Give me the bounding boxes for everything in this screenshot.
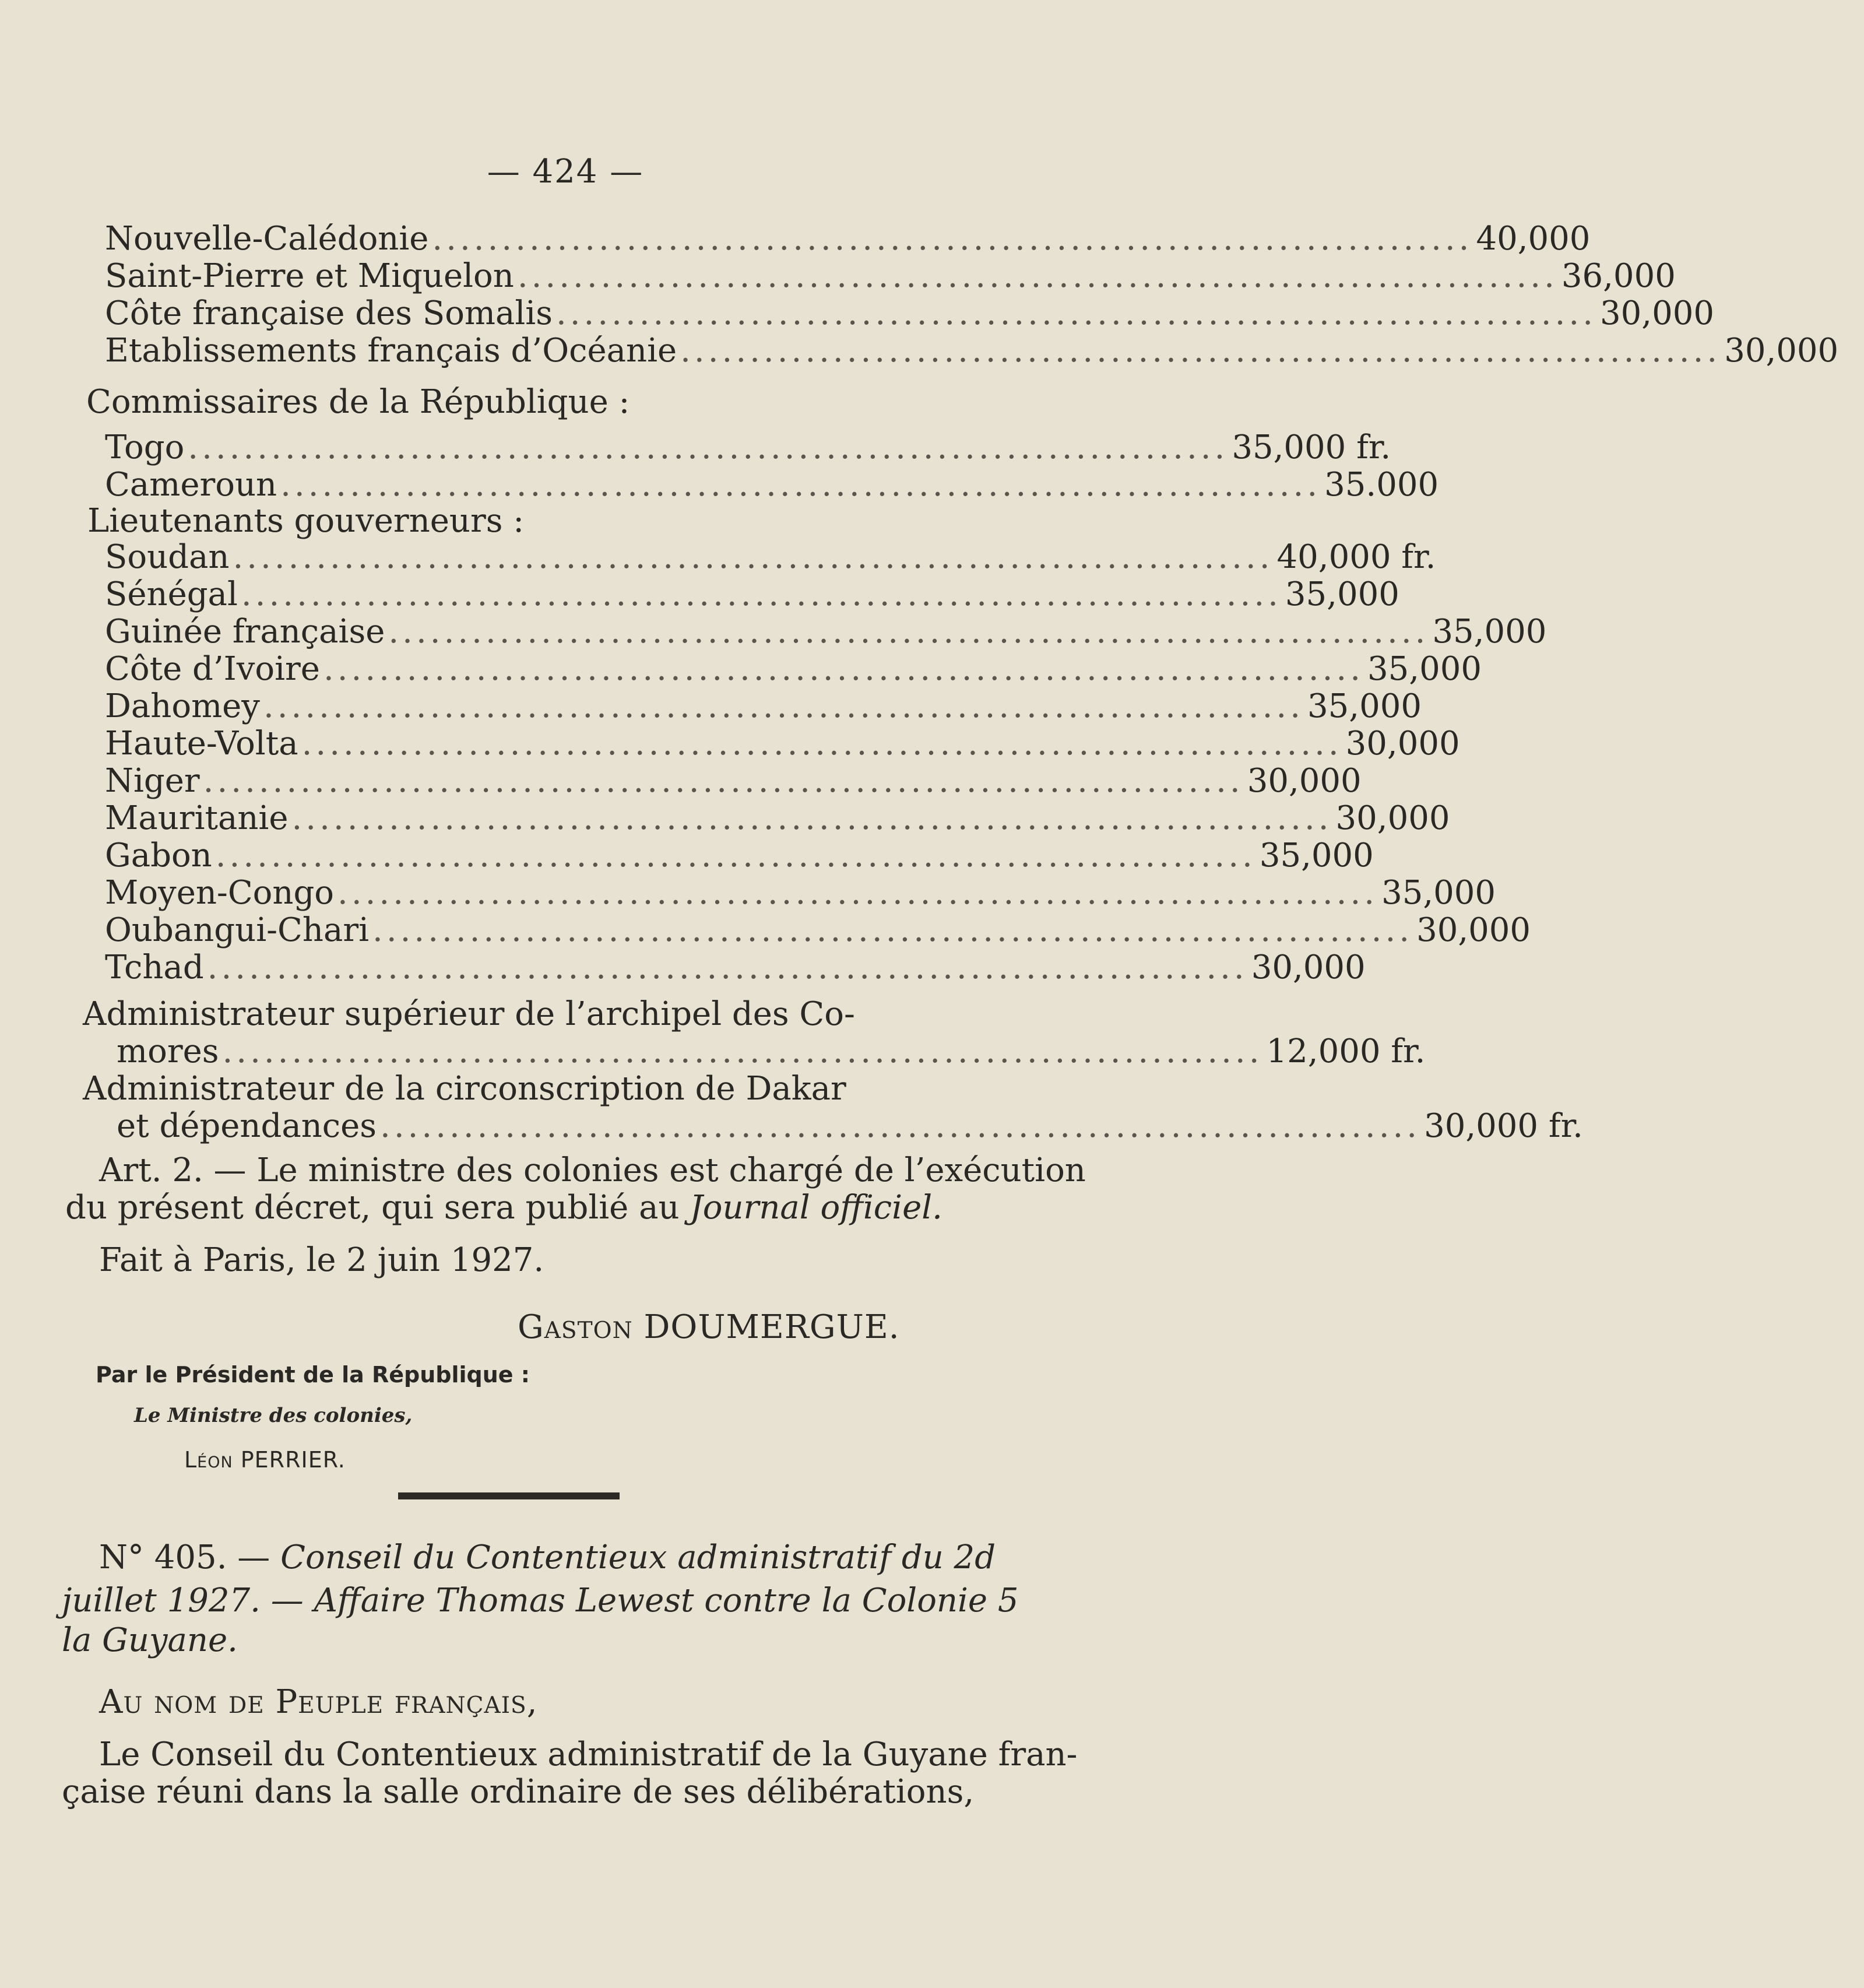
territory-label: Mauritanie (105, 799, 289, 837)
salary-row (105, 799, 1450, 837)
salary-value: 30,000 (1345, 725, 1460, 763)
salary-value: 30,000 (1335, 799, 1450, 837)
salary-row (105, 466, 1439, 504)
territory-label: Soudan (105, 538, 230, 576)
territory-label: Haute-Volta (105, 725, 298, 763)
territory-label: Nouvelle-Calédonie (105, 220, 429, 258)
conseil-line1: Le Conseil du Contentieux administratif de la Guyane fran- (99, 1736, 1078, 1773)
leader-dots: ........................................................................... (432, 220, 1473, 258)
art2-text: du présent décret, qui sera publié au (65, 1189, 690, 1227)
salary-value: 30,000 (1416, 911, 1531, 949)
territory-label: Dahomey (105, 687, 260, 725)
leader-dots: ........................................................................... (517, 257, 1558, 295)
leader-dots: ........................................................................... (337, 874, 1378, 912)
salary-value: 30,000 (1600, 294, 1714, 332)
salary-value: 30,000 (1251, 949, 1366, 986)
leader-dots: ........................................................................... (207, 949, 1248, 986)
art2-line1: Art. 2. — Le ministre des colonies est chargé de l’exécution (99, 1151, 1086, 1189)
conseil-line2: çaise réuni dans la salle ordinaire de ses délibérations, (62, 1773, 975, 1811)
territory-label: Côte française des Somalis (105, 294, 553, 332)
salary-value: 35,000 fr. (1232, 428, 1391, 466)
salary-row (105, 949, 1366, 986)
salary-value: 35,000 (1307, 687, 1422, 725)
leader-dots: ........................................................................... (241, 575, 1282, 613)
salary-row (105, 725, 1460, 763)
salary-row (105, 874, 1496, 912)
section-heading: Lieutenants gouverneurs : (87, 502, 525, 540)
salary-value: 30,000 (1247, 762, 1362, 800)
territory-label: et dépendances (117, 1107, 377, 1145)
salary-row (105, 332, 1839, 370)
au-nom-heading: Au nom de Peuple français, (99, 1683, 538, 1721)
salary-value: 40,000 (1476, 220, 1591, 258)
territory-label: Togo (105, 428, 185, 466)
decision-title-line2 (62, 1582, 1018, 1620)
salary-row (117, 1032, 1426, 1070)
salary-row (105, 575, 1399, 613)
leader-dots: ........................................................................... (301, 725, 1342, 763)
leader-dots: ........................................................................... (372, 911, 1413, 949)
decision-title-line1 (99, 1539, 996, 1576)
territory-label: Cameroun (105, 466, 277, 504)
territory-label: Guinée française (105, 613, 385, 651)
salary-value: 35,000 (1259, 837, 1374, 874)
journal-title: Journal officiel. (690, 1189, 942, 1227)
par-president: Par le Président de la République : (96, 1362, 530, 1388)
decision-title: Conseil du Contentieux administratif du 2d (280, 1539, 996, 1576)
leader-dots: ........................................................................... (188, 428, 1229, 466)
date-line: Fait à Paris, le 2 juin 1927. (99, 1241, 544, 1279)
salary-value: 35,000 (1432, 613, 1547, 651)
ministre-title: Le Ministre des colonies, (134, 1404, 413, 1427)
salary-row (105, 294, 1714, 332)
salary-row (105, 762, 1362, 800)
salary-value: 35.000 (1324, 466, 1439, 504)
leader-dots: ........................................................................... (203, 762, 1244, 800)
signature-minister: Léon PERRIER. (184, 1447, 346, 1473)
salary-value: 35,000 (1285, 575, 1399, 613)
territory-label: Côte d’Ivoire (105, 650, 320, 688)
leader-dots: ........................................................................... (215, 837, 1256, 874)
territory-label: Moyen-Congo (105, 874, 335, 912)
salary-row (105, 911, 1531, 949)
territory-label: Niger (105, 762, 200, 800)
territory-label: Sénégal (105, 575, 238, 613)
decision-number: N° 405. — (99, 1539, 281, 1576)
salary-value: 36,000 (1561, 257, 1676, 295)
section-divider (398, 1492, 620, 1499)
territory-label: Saint-Pierre et Miquelon (105, 257, 514, 295)
salary-row (105, 428, 1391, 466)
territory-label: Oubangui-Chari (105, 911, 370, 949)
leader-dots: ........................................................................... (380, 1107, 1421, 1145)
salary-value: 40,000 fr. (1276, 538, 1436, 576)
signature-president: Gaston DOUMERGUE. (518, 1308, 900, 1346)
territory-label: mores (117, 1032, 219, 1070)
territory-label: Gabon (105, 837, 212, 874)
page-number: — 424 — (487, 153, 644, 191)
salary-value: 30,000 (1724, 332, 1839, 370)
leader-dots: ........................................................................... (233, 538, 1274, 576)
leader-dots: ........................................................................... (222, 1032, 1263, 1070)
salary-row (117, 1107, 1583, 1145)
salary-row (105, 220, 1591, 258)
salary-value: 12,000 fr. (1266, 1032, 1426, 1070)
leader-dots: ........................................................................... (323, 650, 1364, 688)
salary-row (105, 538, 1436, 576)
admin-comores-line1: Administrateur supérieur de l’archipel des Co- (83, 995, 855, 1033)
territory-label: Tchad (105, 949, 204, 986)
salary-value: 35,000 (1381, 874, 1496, 912)
decision-affair: Affaire Thomas Lewest contre la Colonie 5 (314, 1582, 1019, 1620)
leader-dots: ........................................................................... (280, 466, 1321, 504)
admin-dakar-line1: Administrateur de la circonscription de Dakar (83, 1070, 846, 1108)
section-heading: Commissaires de la République : (86, 383, 630, 421)
leader-dots: ........................................................................... (555, 294, 1597, 332)
salary-row (105, 687, 1422, 725)
salary-row (105, 257, 1676, 295)
leader-dots: ........................................................................... (263, 687, 1304, 725)
art2-line2 (65, 1189, 942, 1227)
decision-title-line3: la Guyane. (62, 1621, 238, 1659)
decision-date: juillet 1927. — (62, 1582, 314, 1620)
leader-dots: ........................................................................... (680, 332, 1721, 370)
salary-row (105, 650, 1482, 688)
salary-value: 30,000 fr. (1424, 1107, 1583, 1145)
territory-label: Etablissements français d’Océanie (105, 332, 677, 370)
leader-dots: ........................................................................... (388, 613, 1429, 651)
leader-dots: ........................................................................... (291, 799, 1332, 837)
salary-value: 35,000 (1367, 650, 1482, 688)
salary-row (105, 613, 1547, 651)
salary-row (105, 837, 1374, 874)
